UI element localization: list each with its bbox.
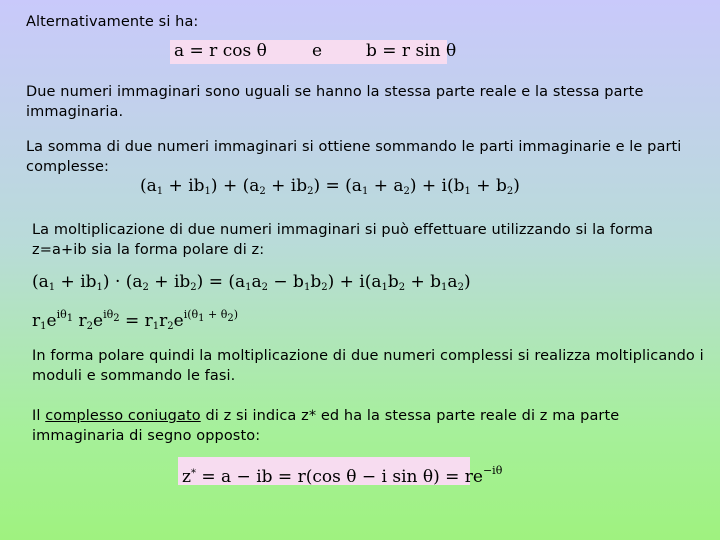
multiplication-cartesian-equation: $(a_1 + ib_1) \cdot (a_2 + ib_2) = (a_1a_2 - b_1b_2) + i(a_1b_2 + b_1a_2)$ [32,272,471,293]
equation-b: b = r sin θ [366,41,457,61]
multiplication-paragraph: La moltiplicazione di due numeri immaginari si può effettuare utilizzando si la forma z=a+ib sia la forma polare di z: [32,222,654,258]
conjugate-equation: z* = a − ib = r(cos θ − i $\sin \theta) = re^{-i\theta}$ [178,457,470,485]
conjugate-term: complesso coniugato [45,408,201,424]
equation-a: a = r cos θ [174,41,267,61]
multiplication-polar-equation: $r_1e^{i\theta_1}$ $r_2e^{i\theta_2} = r_1r_2e^{i(\theta_1 + \theta_2)}$ [32,308,239,332]
intro-text: Alternativamente si ha: [26,14,199,30]
polar-explanation-paragraph: In forma polare quindi la moltiplicazione di due numeri complessi si realizza moltiplicando i moduli e sommando le fasi. [32,348,704,384]
sum-paragraph: La somma di due numeri immaginari si ottiene sommando le parti immaginarie e le parti complesse: [26,139,682,175]
sum-equation: $(a_1 + ib_1) + (a_2 + ib_2) = (a_1 + a_2) + i(b_1 + b_2)$ [140,176,520,197]
equality-paragraph: Due numeri immaginari sono uguali se hanno la stessa parte reale e la stessa parte immaginaria. [26,84,644,120]
equation-conjunction: e [312,41,323,61]
conjugate-paragraph: Il complesso coniugato di z si indica z* ed ha la stessa parte reale di z ma parte immaginaria di segno opposto: [32,408,620,444]
polar-components-equation [170,40,457,64]
